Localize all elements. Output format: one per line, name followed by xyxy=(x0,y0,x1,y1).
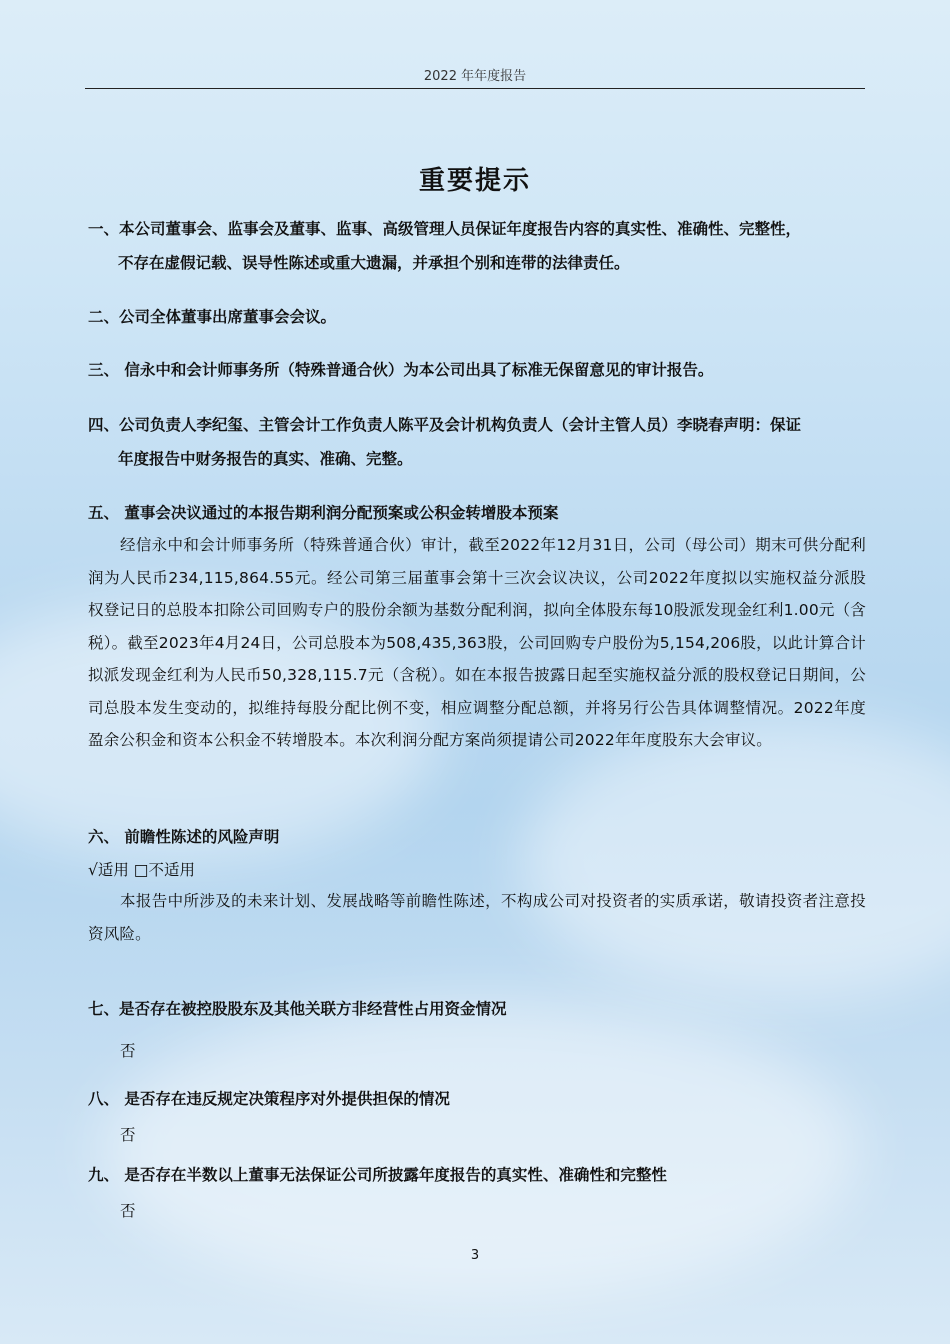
item-3: 三、 信永中和会计师事务所（特殊普通合伙）为本公司出具了标准无保留意见的审计报告。 xyxy=(88,361,714,379)
item-6-options: √适用 □不适用 xyxy=(88,861,195,879)
item-8-answer: 否 xyxy=(120,1126,136,1144)
page-number: 3 xyxy=(470,1248,480,1263)
item-1-line2: 不存在虚假记载、误导性陈述或重大遗漏，并承担个别和连带的法律责任。 xyxy=(118,254,630,272)
item-9-answer: 否 xyxy=(120,1202,136,1220)
item-7-heading: 七、是否存在被控股股东及其他关联方非经营性占用资金情况 xyxy=(88,1000,507,1018)
page-header: 2022 年年度报告 xyxy=(85,66,865,89)
item-1-line1: 一、本公司董事会、监事会及董事、监事、高级管理人员保证年度报告内容的真实性、准确性、完整性， xyxy=(88,220,802,238)
item-2: 二、公司全体董事出席董事会会议。 xyxy=(88,308,337,326)
item-6-heading: 六、 前瞻性陈述的风险声明 xyxy=(88,828,280,846)
item-5-body: 经信永中和会计师事务所（特殊普通合伙）审计，截至2022年12月31日，公司（母公司）期末可供分配利润为人民币234,115,864.55元。经公司第三届董事会第十三次会议决议，公司2022年度拟以实施权益分派股权登记日的总股本扣除公司回购专户的股份余额为基数分配利润，拟向全体股东每10股派发现金红利1.00元（含税）。截至2023年4月24日，公司总股本为508,435,363股，公司回购专户股份为5,154,206股，以此计算合计拟派发现金红利为人民币50,328,115.7元（含税）。如在本报告披露日起至实施权益分派的股权登记日期间，公司总股本发生变动的，拟维持每股分配比例不变，相应调整分配总额，并将另行公告具体调整情况。2022年度盈余公积金和资本公积金不转增股本。本次利润分配方案尚须提请公司2022年年度股东大会审议。 xyxy=(88,536,866,749)
item-4-line2: 年度报告中财务报告的真实、准确、完整。 xyxy=(118,450,413,468)
item-4 xyxy=(88,408,866,476)
page-title: 重要提示 xyxy=(418,166,531,196)
item-1 xyxy=(88,212,866,280)
item-7-answer: 否 xyxy=(120,1042,136,1060)
item-4-line1: 四、公司负责人李纪玺、主管会计工作负责人陈平及会计机构负责人（会计主管人员）李晓春声明：保证 xyxy=(88,416,802,434)
item-5-heading: 五、 董事会决议通过的本报告期利润分配预案或公积金转增股本预案 xyxy=(88,504,559,522)
item-9-heading: 九、 是否存在半数以上董事无法保证公司所披露年度报告的真实性、准确性和完整性 xyxy=(88,1166,667,1184)
item-8-heading: 八、 是否存在违反规定决策程序对外提供担保的情况 xyxy=(88,1090,450,1108)
item-6-body: 本报告中所涉及的未来计划、发展战略等前瞻性陈述，不构成公司对投资者的实质承诺，敬请投资者注意投资风险。 xyxy=(88,892,866,943)
